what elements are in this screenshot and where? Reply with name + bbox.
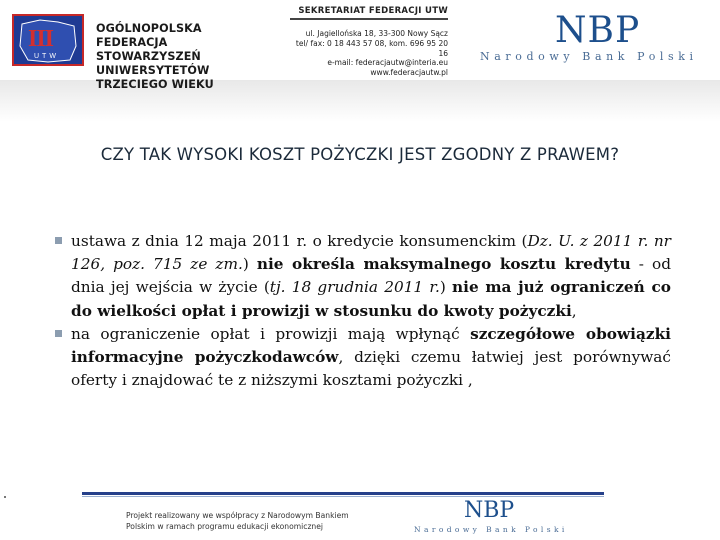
bullet-list [53, 230, 671, 392]
secretariat-block [290, 6, 448, 16]
organization-name [96, 22, 276, 92]
nbp-logo-text: NBP [555, 10, 641, 51]
text-run: ) [242, 255, 257, 274]
footer-divider-thin [82, 496, 604, 497]
text-run-bold: nie określa maksymalnego kosztu kredytu [256, 255, 631, 274]
org-line: OGÓLNOPOLSKA [96, 22, 202, 35]
page-title: CZY TAK WYSOKI KOSZT POŻYCZKI JEST ZGODNY Z PRAWEM? [100, 145, 620, 164]
nbp-logo-subtitle: Narodowy Bank Polski [480, 50, 698, 63]
secretariat-contact [290, 29, 448, 78]
utw-logo-roman: III [28, 26, 54, 52]
secretariat-address: ul. Jagiellońska 18, 33-300 Nowy Sącz [305, 29, 448, 38]
footer-line: Polskim w ramach programu edukacji ekonomicznej [126, 522, 324, 531]
footer-divider [82, 492, 604, 495]
secretariat-title: SEKRETARIAT FEDERACJI UTW [298, 6, 448, 16]
nbp-logo-subtitle: Narodowy Bank Polski [414, 525, 568, 534]
text-run: ) [439, 278, 453, 297]
org-line: FEDERACJA STOWARZYSZEŃ [96, 36, 201, 63]
footer-line: Projekt realizowany we współpracy z Narodowym Bankiem [126, 511, 349, 520]
text-run-bold: szczegółowe obowiązki informacyjne pożyczkodawców [71, 324, 671, 367]
text-run-italic: tj. 18 grudnia 2011 r. [269, 278, 440, 297]
nbp-logo-text: NBP [464, 498, 515, 523]
secretariat-email: e-mail: federacjautw@interia.eu [327, 58, 448, 68]
text-run: ustawa z dnia 12 maja 2011 r. o kredycie konsumenckim ( [71, 232, 528, 250]
secretariat-phone: tel/ fax: 0 18 443 57 08, kom. 696 95 20 16 [295, 38, 448, 58]
text-run: , [571, 301, 577, 320]
text-run: - od dnia jej wejścia w życie ( [71, 255, 672, 297]
utw-logo-caption: UTW [34, 53, 59, 60]
bullet-item [53, 230, 671, 323]
footer-note [126, 510, 426, 532]
secretariat-website: www.federacjautw.pl [370, 68, 448, 78]
bullet-square-icon [55, 237, 62, 244]
text-run: , dzięki czemu łatwiej jest porównywać oferty i znajdować te z niższymi kosztami pożyczki , [71, 348, 671, 390]
bullet-item [53, 323, 671, 393]
bullet-square-icon [55, 330, 62, 337]
text-run-bold: nie ma już ograniczeń co do wielkości opłat i prowizji w stosunku do kwoty pożyczki [71, 278, 671, 320]
decorative-dot [4, 496, 6, 498]
org-line: UNIWERSYTETÓW TRZECIEGO WIEKU [96, 64, 214, 91]
secretariat-divider [290, 18, 448, 20]
utw-logo [12, 14, 84, 66]
text-run: na ograniczenie opłat i prowizji mają wpłynąć [71, 324, 471, 343]
text-run-italic: Dz. U. z 2011 r. nr 126, poz. 715 ze zm. [71, 232, 671, 274]
